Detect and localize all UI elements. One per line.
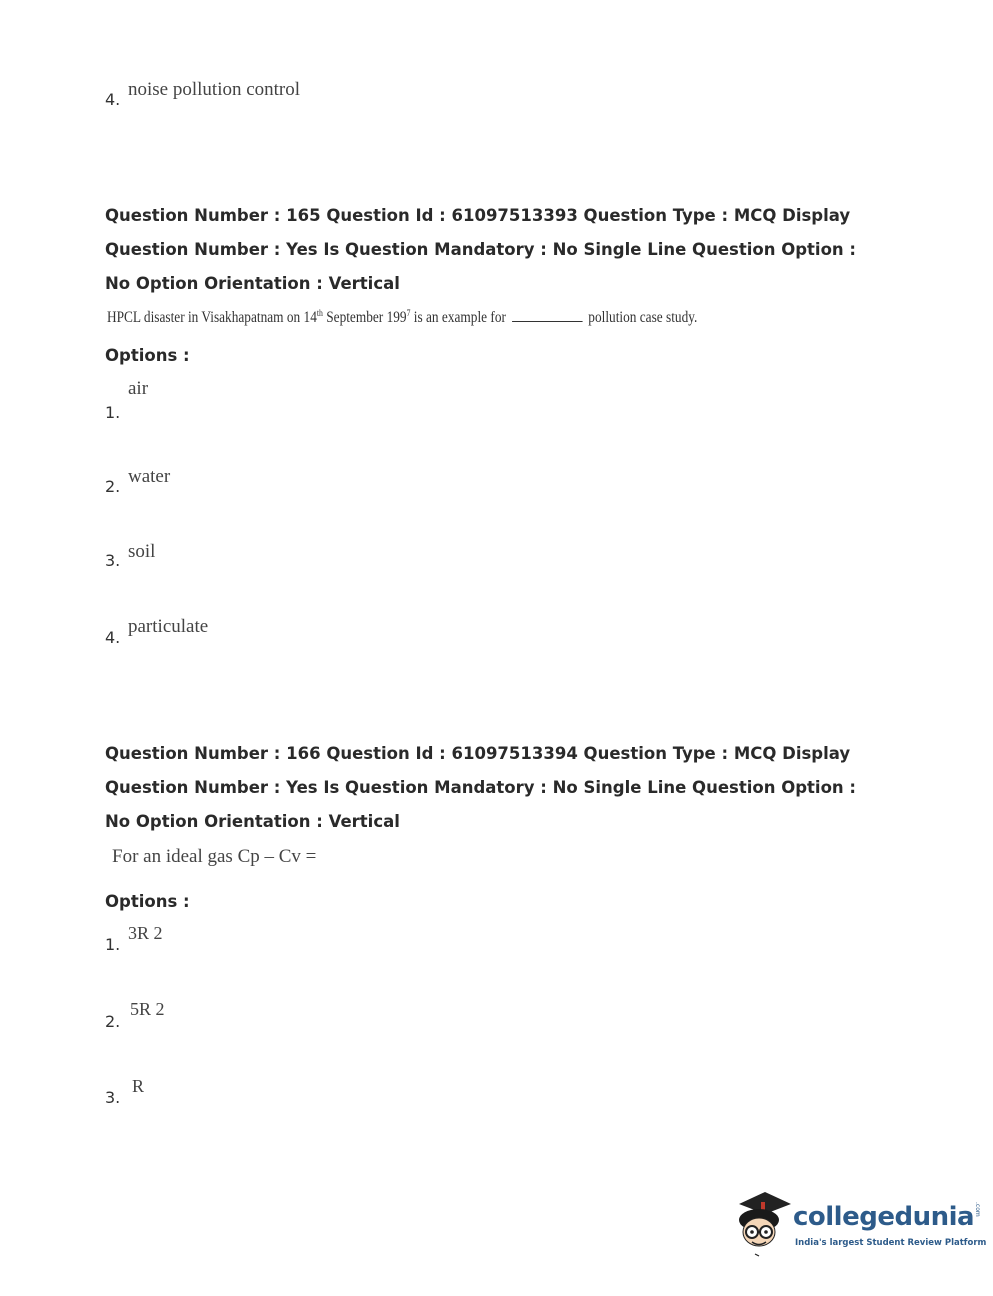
question-text-sup: 7	[406, 308, 411, 318]
option-number: 3.	[105, 551, 121, 570]
option-number: 4.	[105, 90, 121, 109]
option-number: 3.	[105, 1088, 121, 1107]
question-text-part: pollution case study.	[584, 309, 698, 327]
question-text-part: HPCL disaster in Visakhapatnam on 14	[107, 309, 317, 327]
option-number: 1.	[105, 935, 121, 954]
question-text-sup: th	[316, 308, 323, 318]
option-text: particulate	[128, 616, 209, 637]
question-text-part: is an example for	[410, 309, 510, 327]
options-label: Options :	[105, 346, 190, 365]
option-number: 4.	[105, 628, 121, 647]
option-number: 2.	[105, 1012, 121, 1031]
option-text: noise pollution control	[128, 79, 301, 100]
answer-blank	[512, 320, 583, 322]
collegedunia-logo	[735, 1190, 987, 1260]
option-text: soil	[128, 541, 156, 562]
option-text: 3R 2	[128, 923, 163, 943]
question-meta: Question Number : 165 Question Id : 61097513393 Question Type : MCQ Display Question Number : Yes Is Question Mandatory : No Single Line Question Option : No Option Orientation : Vertical	[105, 206, 857, 293]
option-number: 2.	[105, 477, 121, 496]
question-text: For an ideal gas Cp – Cv =	[112, 846, 317, 867]
option-text: water	[128, 466, 171, 487]
mascot-icon	[735, 1190, 793, 1258]
option-number: 1.	[105, 403, 121, 422]
question-text-part: September 199	[322, 309, 407, 327]
option-text: air	[128, 378, 149, 399]
logo-name: collegedunia	[793, 1202, 975, 1232]
question-text	[107, 308, 726, 327]
options-label: Options :	[105, 892, 190, 911]
logo-wordmark	[793, 1202, 981, 1232]
logo-suffix: .com	[974, 1202, 982, 1217]
question-meta: Question Number : 166 Question Id : 61097513394 Question Type : MCQ Display Question Number : Yes Is Question Mandatory : No Single Line Question Option : No Option Orientation : Vertical	[105, 744, 857, 831]
logo-tagline: India's largest Student Review Platform	[795, 1238, 987, 1248]
option-text: R	[132, 1076, 145, 1096]
option-text: 5R 2	[130, 999, 165, 1019]
